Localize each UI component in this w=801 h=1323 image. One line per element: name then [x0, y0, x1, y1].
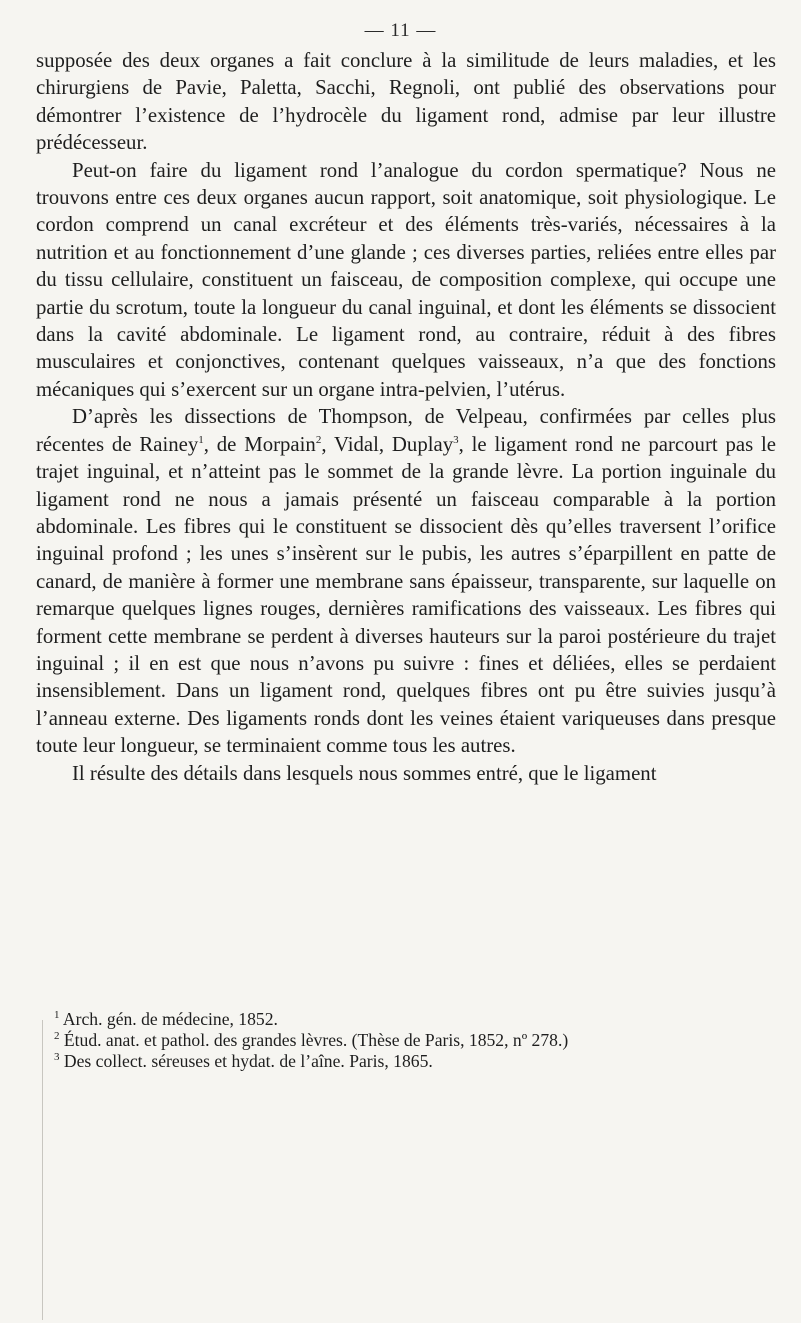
main-text	[36, 47, 776, 787]
footnote-mark: 1	[54, 1009, 60, 1022]
paragraph-3	[36, 403, 776, 759]
paragraph-3-part-b: , de Morpain	[203, 432, 316, 456]
margin-line	[42, 1020, 43, 1320]
footnotes	[54, 1009, 774, 1073]
paragraph-4: Il résulte des détails dans lesquels nous sommes entré, que le ligament	[72, 761, 657, 785]
footnote-mark: 2	[54, 1030, 60, 1043]
footnote-ref-2: 2	[315, 433, 322, 446]
paragraph-1: supposée des deux organes a fait conclure à la similitude de leurs maladies, et les chirurgiens de Pavie, Paletta, Sacchi, Regnoli, ont publié des observations pour démontrer l’existence de l’hydrocèle du ligament rond, admise par leur illustre prédécesseur.	[36, 49, 776, 155]
footnote-1	[54, 1009, 774, 1030]
paragraph-3-part-a: D’après les dissections de Thompson, de Velpeau, confirmées par celles plus récentes de Rainey	[36, 405, 776, 456]
footnote-text: Étud. anat. et pathol. des grandes lèvres. (Thèse de Paris, 1852, nº 278.)	[59, 1030, 569, 1051]
paragraph-2: Peut-on faire du ligament rond l’analogue du cordon spermatique? Nous ne trouvons entre ces deux organes aucun rapport, soit anatomique, soit physiologique. Le cordon comprend un canal excréteur et des éléments très-variés, nécessaires à la nutrition et au fonctionnement d’une glande ; ces diverses parties, reliées entre elles par du tissu cellulaire, constituent un faisceau, de composition complexe, qui occupe une partie du scrotum, toute la longueur du canal inguinal, et dont les éléments se dissocient dans la cavité abdominale. Le ligament rond, au contraire, réduit à des fibres musculaires et conjonctives, contenant quelques vaisseaux, n’a que des fonctions mécaniques qui s’exercent sur un organe intra-pelvien, l’utérus.	[36, 158, 776, 401]
page-number: — 11 —	[364, 20, 437, 41]
footnote-text: Arch. gén. de médecine, 1852.	[59, 1009, 278, 1029]
footnote-3	[54, 1051, 774, 1072]
paragraph-3-part-c: , Vidal, Duplay	[321, 432, 454, 456]
footnote-mark: 3	[54, 1051, 60, 1064]
footnote-ref-1: 1	[198, 433, 204, 446]
paragraph-3-part-d: , le ligament rond ne parcourt pas le trajet inguinal, et n’atteint pas le sommet de la grande lèvre. La portion inguinale du ligament rond ne nous a jamais présenté un faisceau comparable à la portion abdominale. Les fibres qui le constituent se dissocient dès qu’elles traversent l’orifice inguinal profond ; les unes s’insèrent sur le pubis, les autres s’éparpillent en patte de canard, de manière à former une membrane sans épaisseur, transparente, sur laquelle on remarque quelques lignes rouges, dernières ramifications des vaisseaux. Les fibres qui forment cette membrane se perdent à diverses hauteurs sur la paroi postérieure du trajet inguinal ; il en est que nous n’avons pu suivre : fines et déliées, elles se perdaient insensiblement. Dans un ligament rond, quelques fibres ont pu être suivies jusqu’à l’anneau externe. Des ligaments ronds dont les veines étaient variqueuses dans presque toute leur longueur, se terminaient comme tous les autres.	[36, 432, 776, 758]
footnote-2	[54, 1030, 774, 1051]
footnote-ref-3: 3	[453, 433, 459, 446]
footnote-text: Des collect. séreuses et hydat. de l’aîne. Paris, 1865.	[59, 1051, 433, 1072]
